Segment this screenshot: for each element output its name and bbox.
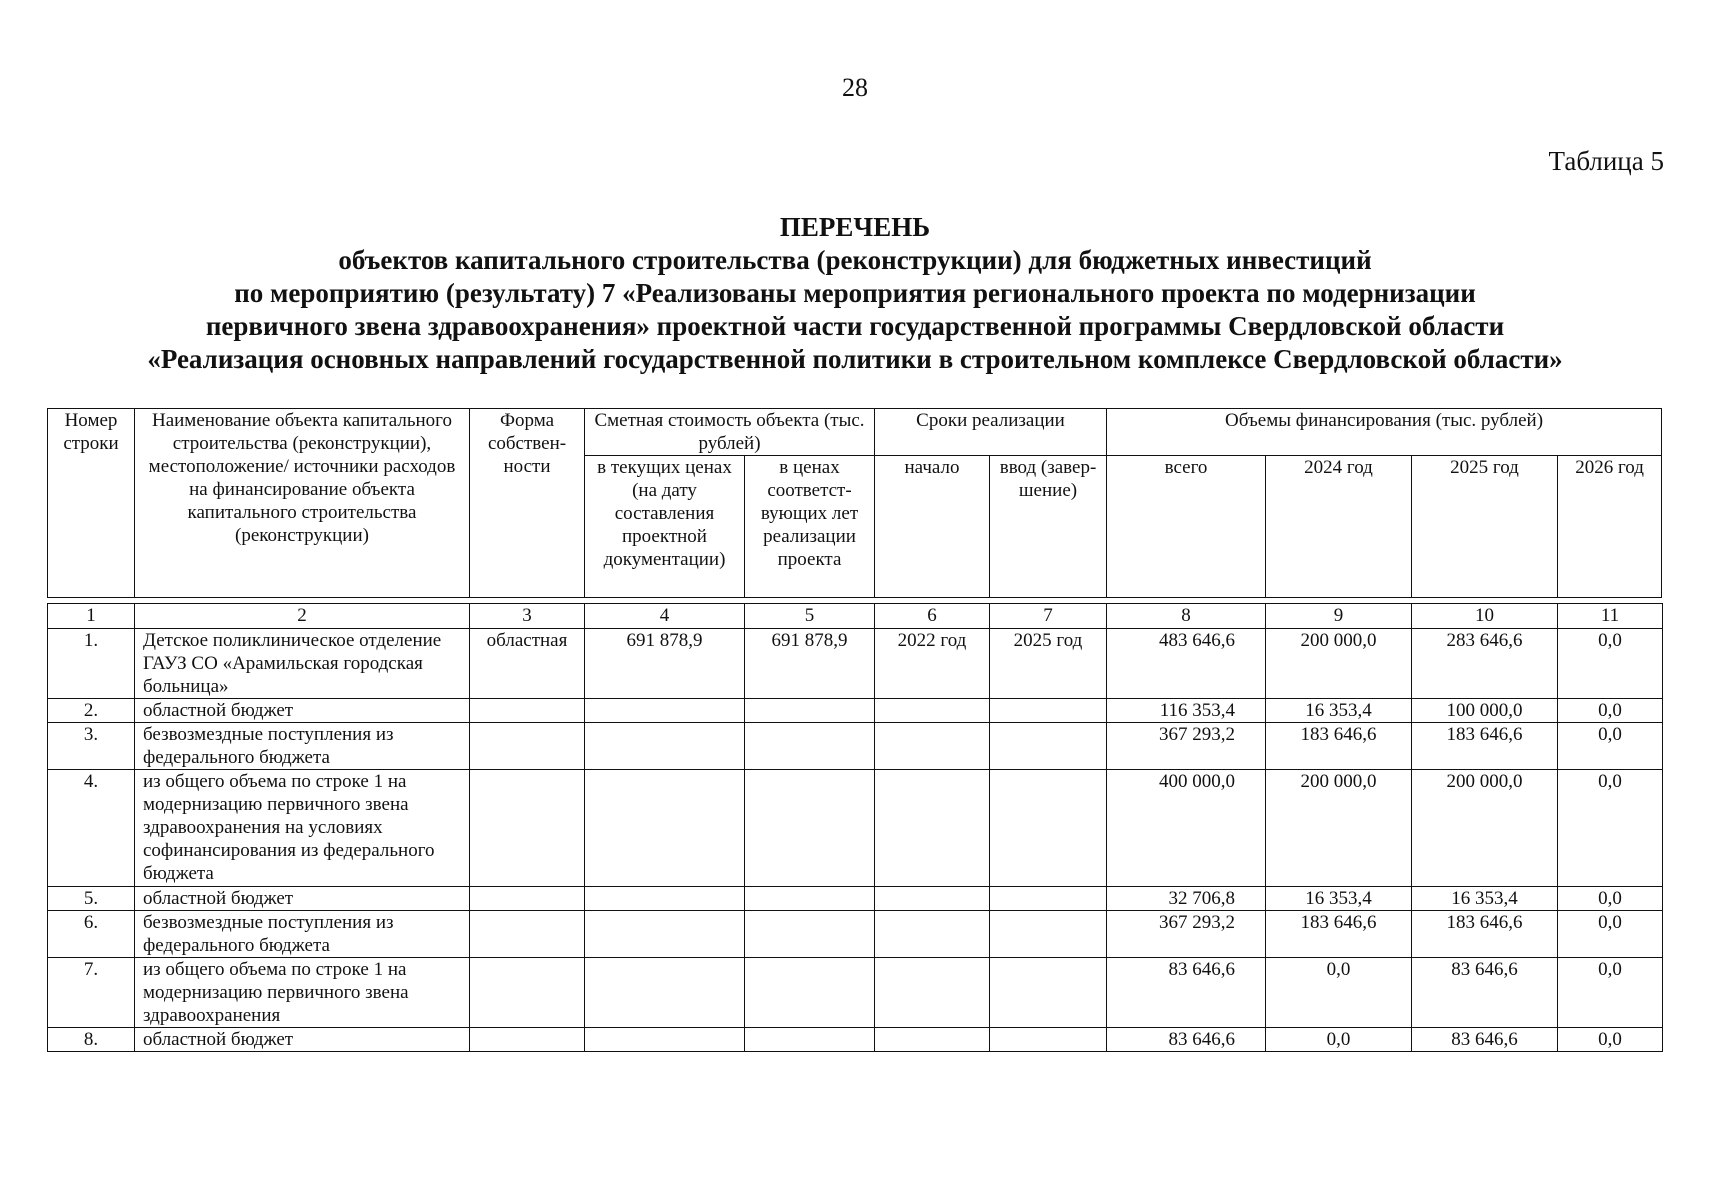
row-end (990, 770, 1107, 887)
row-cost-current (585, 1028, 745, 1052)
row-2026: 0,0 (1558, 958, 1663, 1028)
row-end (990, 958, 1107, 1028)
header-estimated-cost: Сметная стоимость объекта (тыс. рублей) (585, 409, 875, 456)
row-2026: 0,0 (1558, 629, 1663, 699)
row-cost-current: 691 878,9 (585, 629, 745, 699)
row-total: 367 293,2 (1107, 911, 1266, 958)
row-cost-years (745, 699, 875, 723)
title-line-1: ПЕРЕЧЕНЬ (779, 212, 931, 242)
row-2025: 183 646,6 (1412, 911, 1558, 958)
row-cost-years: 691 878,9 (745, 629, 875, 699)
row-cost-current (585, 911, 745, 958)
row-cost-years (745, 1028, 875, 1052)
row-2024: 200 000,0 (1266, 629, 1412, 699)
row-name: областной бюджет (135, 699, 470, 723)
column-number: 4 (585, 604, 745, 629)
table-row (48, 699, 1663, 723)
column-number-row (48, 604, 1663, 629)
row-2026: 0,0 (1558, 911, 1663, 958)
row-name: безвозмездные поступления из федерального бюджета (135, 723, 470, 770)
row-cost-years (745, 770, 875, 887)
row-2024: 183 646,6 (1266, 911, 1412, 958)
row-start (875, 887, 990, 911)
column-number: 9 (1266, 604, 1412, 629)
row-total: 32 706,8 (1107, 887, 1266, 911)
row-number: 6. (48, 911, 135, 958)
row-cost-current (585, 723, 745, 770)
header-2025: 2025 год (1412, 456, 1558, 598)
row-start (875, 723, 990, 770)
row-2026: 0,0 (1558, 887, 1663, 911)
table-row (48, 911, 1663, 958)
table-row (48, 770, 1663, 887)
row-2026: 0,0 (1558, 699, 1663, 723)
row-number: 5. (48, 887, 135, 911)
row-cost-current (585, 958, 745, 1028)
row-2025: 16 353,4 (1412, 887, 1558, 911)
row-total: 83 646,6 (1107, 958, 1266, 1028)
row-ownership (470, 958, 585, 1028)
row-name: из общего объема по строке 1 на модернизацию первичного звена здравоохранения на условиях софинансирования из федерального бюджета (135, 770, 470, 887)
row-cost-years (745, 958, 875, 1028)
table-body (47, 603, 1663, 1052)
row-2024: 16 353,4 (1266, 699, 1412, 723)
row-number: 2. (48, 699, 135, 723)
row-total: 83 646,6 (1107, 1028, 1266, 1052)
row-ownership: областная (470, 629, 585, 699)
row-cost-current (585, 770, 745, 887)
row-total: 116 353,4 (1107, 699, 1266, 723)
header-row-number: Номер строки (48, 409, 135, 598)
header-2026: 2026 год (1558, 456, 1662, 598)
header-funding: Объемы финансирования (тыс. рублей) (1107, 409, 1662, 456)
header-2024: 2024 год (1266, 456, 1412, 598)
row-total: 367 293,2 (1107, 723, 1266, 770)
table-label: Таблица 5 (1548, 146, 1664, 176)
column-number: 8 (1107, 604, 1266, 629)
header-ownership: Форма собствен- ности (470, 409, 585, 598)
row-ownership (470, 699, 585, 723)
row-2026: 0,0 (1558, 1028, 1663, 1052)
row-ownership (470, 887, 585, 911)
row-2025: 200 000,0 (1412, 770, 1558, 887)
table-row (48, 1028, 1663, 1052)
row-start (875, 958, 990, 1028)
row-ownership (470, 770, 585, 887)
row-2025: 283 646,6 (1412, 629, 1558, 699)
row-number: 7. (48, 958, 135, 1028)
row-2025: 83 646,6 (1412, 1028, 1558, 1052)
row-2024: 16 353,4 (1266, 887, 1412, 911)
row-total: 400 000,0 (1107, 770, 1266, 887)
row-name: из общего объема по строке 1 на модернизацию первичного звена здравоохранения (135, 958, 470, 1028)
row-name: Детское поликлиническое отделение ГАУЗ СО «Арамильская городская больница» (135, 629, 470, 699)
row-2025: 183 646,6 (1412, 723, 1558, 770)
table-row (48, 958, 1663, 1028)
row-2025: 83 646,6 (1412, 958, 1558, 1028)
table-header (47, 408, 1662, 598)
row-cost-years (745, 723, 875, 770)
row-end: 2025 год (990, 629, 1107, 699)
row-cost-current (585, 887, 745, 911)
row-name: безвозмездные поступления из федерального бюджета (135, 911, 470, 958)
row-name: областной бюджет (135, 887, 470, 911)
row-cost-years (745, 887, 875, 911)
row-end (990, 723, 1107, 770)
column-number: 5 (745, 604, 875, 629)
row-name: областной бюджет (135, 1028, 470, 1052)
row-start: 2022 год (875, 629, 990, 699)
row-2024: 0,0 (1266, 958, 1412, 1028)
row-2024: 183 646,6 (1266, 723, 1412, 770)
row-start (875, 770, 990, 887)
row-total: 483 646,6 (1107, 629, 1266, 699)
header-cost-current: в текущих ценах (на дату составления проектной документации) (585, 456, 745, 598)
row-start (875, 1028, 990, 1052)
column-number: 7 (990, 604, 1107, 629)
column-number: 11 (1558, 604, 1663, 629)
row-cost-years (745, 911, 875, 958)
row-ownership (470, 1028, 585, 1052)
header-cost-years: в ценах соответст- вующих лет реализации проекта (745, 456, 875, 598)
title-line-4: первичного звена здравоохранения» проектной части государственной программы Свердловской области (205, 311, 1505, 341)
row-start (875, 699, 990, 723)
row-2025: 100 000,0 (1412, 699, 1558, 723)
row-2026: 0,0 (1558, 770, 1663, 887)
column-number: 6 (875, 604, 990, 629)
row-2026: 0,0 (1558, 723, 1663, 770)
title-line-5: «Реализация основных направлений государственной политики в строительном комплексе Свердловской области» (147, 344, 1563, 374)
row-end (990, 887, 1107, 911)
header-terms: Сроки реализации (875, 409, 1107, 456)
column-number: 10 (1412, 604, 1558, 629)
row-number: 3. (48, 723, 135, 770)
table-row (48, 723, 1663, 770)
row-2024: 0,0 (1266, 1028, 1412, 1052)
row-end (990, 911, 1107, 958)
row-end (990, 699, 1107, 723)
header-object-name: Наименование объекта капитального строительства (реконструкции), местоположение/ источники расходов на финансирование объекта капитального строительства (реконструкции) (135, 409, 470, 598)
row-number: 1. (48, 629, 135, 699)
row-end (990, 1028, 1107, 1052)
title-line-3: по мероприятию (результату) 7 «Реализованы мероприятия регионального проекта по модернизации (234, 278, 1476, 308)
document-title (60, 211, 1650, 376)
column-number: 2 (135, 604, 470, 629)
row-cost-current (585, 699, 745, 723)
row-ownership (470, 723, 585, 770)
header-total: всего (1107, 456, 1266, 598)
page-number: 28 (842, 73, 868, 102)
row-2024: 200 000,0 (1266, 770, 1412, 887)
row-ownership (470, 911, 585, 958)
title-line-2: объектов капитального строительства (реконструкции) для бюджетных инвестиций (338, 245, 1372, 275)
row-number: 8. (48, 1028, 135, 1052)
table-row (48, 887, 1663, 911)
header-term-end: ввод (завер- шение) (990, 456, 1107, 598)
row-number: 4. (48, 770, 135, 887)
column-number: 3 (470, 604, 585, 629)
header-term-start: начало (875, 456, 990, 598)
table-row (48, 629, 1663, 699)
row-start (875, 911, 990, 958)
column-number: 1 (48, 604, 135, 629)
